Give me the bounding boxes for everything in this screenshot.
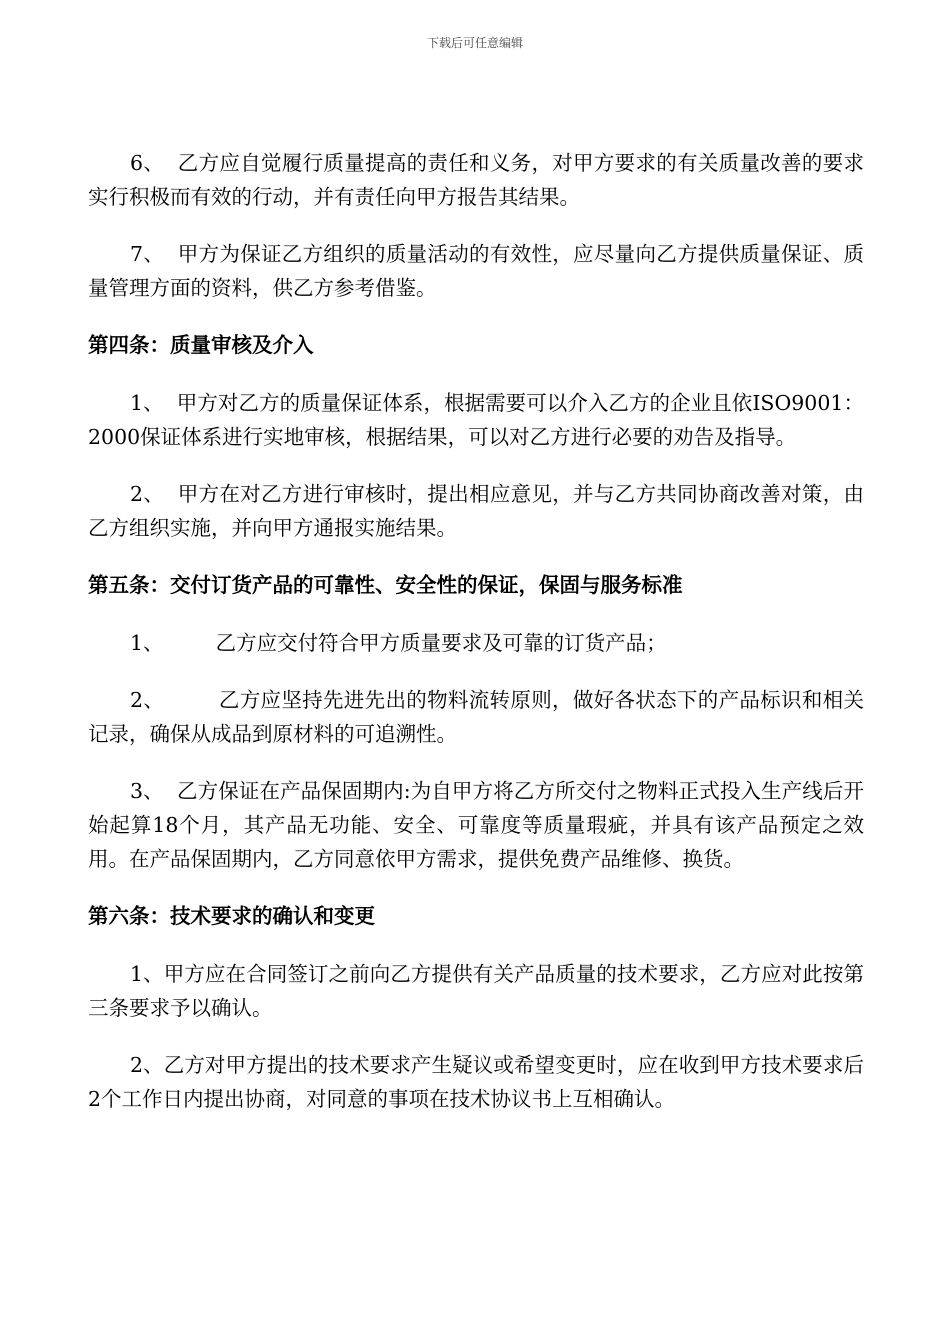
page-header: 下载后可任意编辑 [426,36,523,50]
section-6-item-2: 2、乙方对甲方提出的技术要求产生疑议或希望变更时，应在收到甲方技术要求后2个工作日内提出协商，对同意的事项在技术协议书上互相确认。 [88,1053,864,1111]
section-6-heading: 第六条：技术要求的确认和变更 [88,904,375,928]
section-5-item-1: 1、 乙方应交付符合甲方质量要求及可靠的订货产品； [130,631,667,655]
section-6-item-1: 1、甲方应在合同签订之前向乙方提供有关产品质量的技术要求，乙方应对此按第三条要求予以确认。 [88,962,864,1020]
document-body [88,146,864,1139]
section-5-item-2: 2、 乙方应坚持先进先出的物料流转原则，做好各状态下的产品标识和相关记录，确保从成品到原材料的可追溯性。 [88,688,864,746]
section-4-item-1: 1、 甲方对乙方的质量保证体系，根据需要可以介入乙方的企业且依ISO9001：2000保证体系进行实地审核，根据结果，可以对乙方进行必要的劝告及指导。 [88,391,864,449]
clause-7-paragraph: 7、 甲方为保证乙方组织的质量活动的有效性，应尽量向乙方提供质量保证、质量管理方面的资料，供乙方参考借鉴。 [88,242,864,300]
clause-6-paragraph: 6、 乙方应自觉履行质量提高的责任和义务，对甲方要求的有关质量改善的要求实行积极而有效的行动，并有责任向甲方报告其结果。 [88,151,864,209]
section-4-item-2: 2、 甲方在对乙方进行审核时，提出相应意见，并与乙方共同协商改善对策，由乙方组织实施，并向甲方通报实施结果。 [88,482,864,540]
section-5-heading: 第五条：交付订货产品的可靠性、安全性的保证，保固与服务标准 [88,573,683,597]
section-4-heading: 第四条：质量审核及介入 [88,333,314,357]
section-5-item-3: 3、 乙方保证在产品保固期内:为自甲方将乙方所交付之物料正式投入生产线后开始起算18个月，其产品无功能、安全、可靠度等质量瑕疵，并具有该产品预定之效用。在产品保固期内，乙方同意依甲方需求，提供免费产品维修、换货。 [88,779,864,871]
